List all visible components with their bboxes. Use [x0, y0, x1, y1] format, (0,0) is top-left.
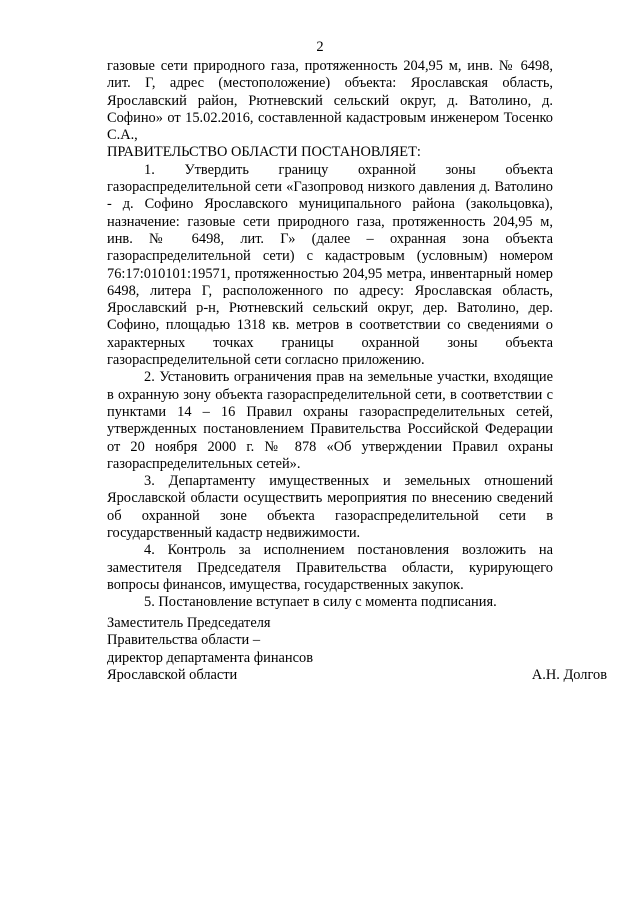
signatory-title-line-4: Ярославской области: [107, 666, 238, 683]
signature-block: [107, 615, 607, 684]
signatory-name: А.Н. Долгов: [531, 666, 607, 683]
decree-heading: ПРАВИТЕЛЬСТВО ОБЛАСТИ ПОСТАНОВЛЯЕТ:: [107, 144, 421, 161]
signatory-title-line-1: Заместитель Председателя: [107, 615, 271, 631]
decree-item-3: 3. Департаменту имущественных и земельных отношений Ярославской области осуществить мероприятия по внесению сведений об охранной зоне объекта газораспределительной сети в государственный кадастр недвижимости.: [107, 473, 553, 542]
signatory-title-line-2: Правительства области –: [107, 632, 261, 649]
decree-item-4: 4. Контроль за исполнением постановления возложить на заместителя Председателя Правительства области, курирующего вопросы финансов, имущества, государственных закупок.: [107, 542, 553, 593]
decree-item-5: 5. Постановление вступает в силу с момента подписания.: [144, 594, 497, 611]
intro-paragraph: газовые сети природного газа, протяженность 204,95 м, инв. № 6498, лит. Г, адрес (местоположение) объекта: Ярославская область, Ярославский район, Рютневский сельский округ, д. Ватолино, д. Софино» от 15.02.2016, составленной кадастровым инженером Тосенко С.А.,: [107, 58, 553, 144]
decree-item-2: 2. Установить ограничения прав на земельные участки, входящие в охранную зону объекта газораспределительной сети, в соответствии с пунктами 14 – 16 Правил охраны газораспределительных сетей, утвержденных постановлением Правительства Российской Федерации от 20 ноября 2000 г. № 878 «Об утверждении Правил охраны газораспределительных сетей».: [107, 369, 553, 472]
signatory-title-line-3: директор департамента финансов: [107, 649, 313, 666]
signatory-last-row: [107, 667, 607, 684]
document-body: [107, 58, 553, 612]
page-number: 2: [316, 39, 324, 55]
decree-item-1: 1. Утвердить границу охранной зоны объекта газораспределительной сети «Газопровод низкого давления д. Ватолино - д. Софино Ярославского муниципального района (закольцовка), назначение: газовые сети природного газа, протяженность 204,95 м, инв. № 6498, лит. Г» (далее – охранная зона объекта газораспределительной сети) с кадастровым (условным) номером 76:17:010101:19571, протяженностью 204,95 метра, инвентарный номер 6498, литера Г, расположенного по адресу: Ярославская область, Ярославский р-н, Рютневский сельский округ, дер. Ватолино, дер. Софино, площадью 1318 кв. метров в соответствии со сведениями о характерных точках границы охранной зоны объекта газораспределительной сети согласно приложению.: [107, 161, 553, 369]
